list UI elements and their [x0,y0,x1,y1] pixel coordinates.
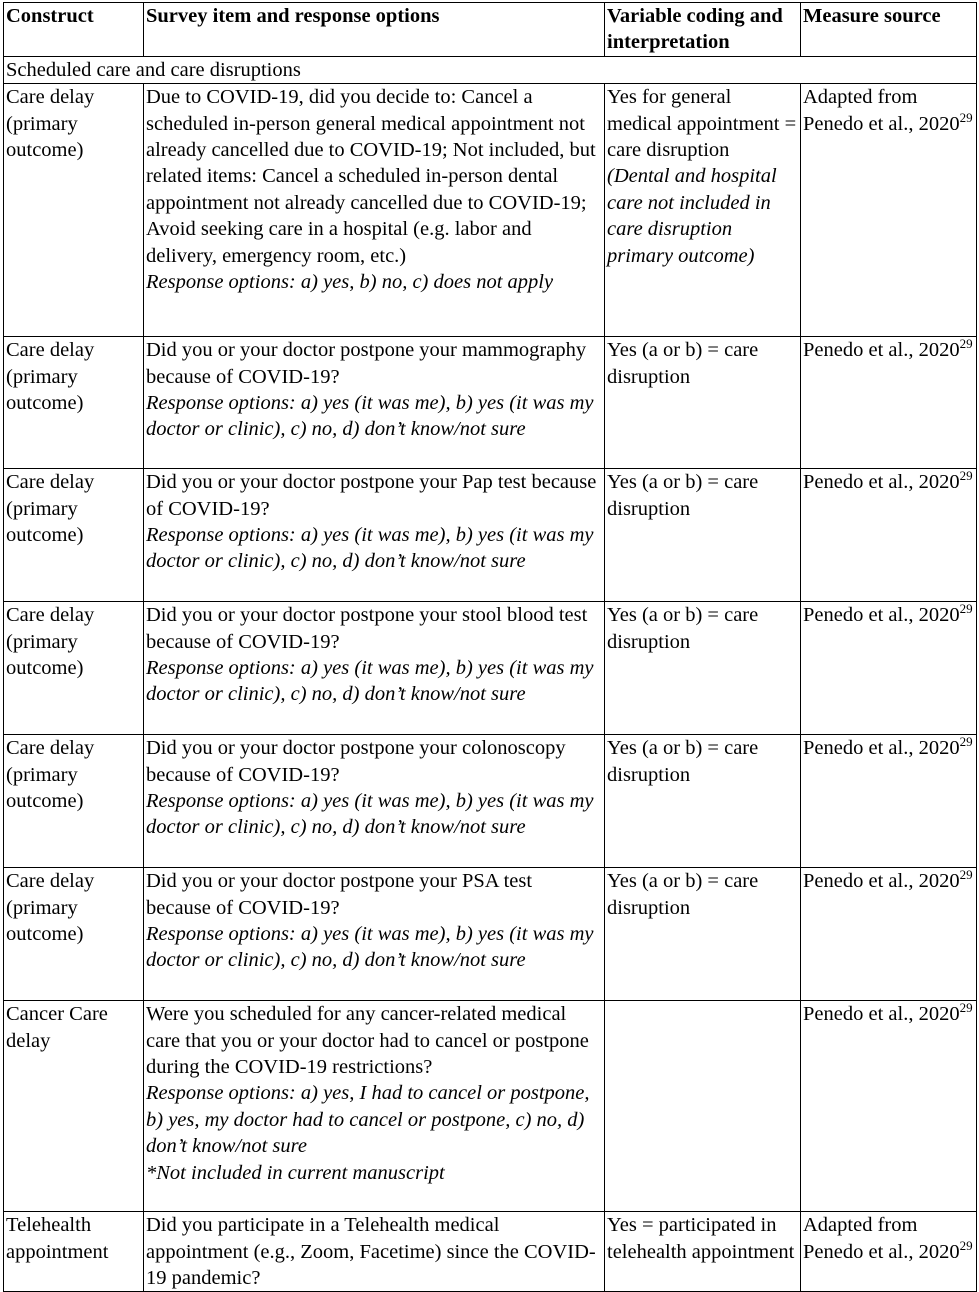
response-options: Response options: a) yes (it was me), b) yes (it was my doctor or clinic), c) no, d) don’t know/not sure [146,790,594,839]
variable-coding-cell [605,602,801,735]
survey-item-cell [144,1001,605,1212]
item-note: *Not included in current manuscript [146,1161,445,1184]
reference-number: 29 [959,468,973,484]
survey-question: Did you or your doctor postpone your colonoscopy because of COVID-19? [146,737,566,786]
measure-source-cell [801,469,977,602]
section-row [4,56,977,83]
measure-source-cell [801,337,977,469]
variable-coding-cell [605,868,801,1001]
table-row [4,1001,977,1212]
source-citation: Adapted from Penedo et al., 2020 [803,86,960,135]
header-measure-source: Measure source [801,3,977,57]
reference-number: 29 [959,1000,973,1016]
survey-question: Were you scheduled for any cancer-related medical care that you or your doctor had to cancel or postpone during the COVID-19 restrictions? [146,1003,589,1079]
source-citation: Penedo et al., 2020 [803,339,960,362]
measure-source-cell [801,84,977,337]
response-options: Response options: a) yes (it was me), b) yes (it was my doctor or clinic), c) no, d) don’t know/not sure [146,524,594,573]
variable-coding-cell [605,469,801,602]
construct-cell: Telehealth appointment [4,1212,144,1292]
reference-number: 29 [959,867,973,883]
variable-coding-cell [605,735,801,868]
variable-coding-cell [605,337,801,469]
response-options: Response options: a) yes (it was me), b) yes (it was my doctor or clinic), c) no, d) don’t know/not sure [146,657,594,706]
measure-source-cell [801,868,977,1001]
reference-number: 29 [959,734,973,750]
survey-question: Did you or your doctor postpone your mammography because of COVID-19? [146,339,587,388]
response-options: Response options: a) yes, I had to cancel or postpone, b) yes, my doctor had to cancel or postpone, c) no, d) don’t know/not sure [146,1082,590,1158]
reference-number: 29 [959,1237,973,1253]
measure-source-cell [801,735,977,868]
source-citation: Penedo et al., 2020 [803,870,960,893]
coding-text: Yes (a or b) = care disruption [607,471,759,520]
survey-item-cell [144,735,605,868]
survey-question: Did you participate in a Telehealth medical appointment (e.g., Zoom, Facetime) since the COVID-19 pandemic? [146,1214,596,1290]
table-row [4,337,977,469]
survey-measures-table [3,2,977,1292]
header-construct: Construct [4,3,144,57]
header-row [4,3,977,57]
table-row [4,602,977,735]
measure-source-cell [801,1001,977,1212]
table-row [4,868,977,1001]
coding-text: Yes (a or b) = care disruption [607,339,759,388]
survey-item-cell [144,868,605,1001]
survey-item-cell [144,337,605,469]
construct-cell: Care delay (primary outcome) [4,868,144,1001]
response-options: Response options: a) yes (it was me), b) yes (it was my doctor or clinic), c) no, d) don’t know/not sure [146,392,594,441]
header-variable-coding: Variable coding and interpretation [605,3,801,57]
construct-cell: Care delay (primary outcome) [4,337,144,469]
survey-question: Did you or your doctor postpone your stool blood test because of COVID-19? [146,604,588,653]
construct-cell: Care delay (primary outcome) [4,735,144,868]
survey-question: Did you or your doctor postpone your PSA test because of COVID-19? [146,870,533,919]
survey-item-cell [144,469,605,602]
source-citation: Penedo et al., 2020 [803,1003,960,1026]
construct-cell: Cancer Care delay [4,1001,144,1212]
measure-source-cell [801,602,977,735]
reference-number: 29 [959,336,973,352]
survey-item-cell [144,602,605,735]
construct-cell: Care delay (primary outcome) [4,469,144,602]
source-citation: Adapted from Penedo et al., 2020 [803,1214,960,1263]
source-citation: Penedo et al., 2020 [803,604,960,627]
survey-question: Did you or your doctor postpone your Pap test because of COVID-19? [146,471,597,520]
source-citation: Penedo et al., 2020 [803,737,960,760]
header-survey-item: Survey item and response options [144,3,605,57]
reference-number: 29 [959,601,973,617]
survey-question: Due to COVID-19, did you decide to: Cancel a scheduled in-person general medical appointment not already cancelled due to COVID-19; Not included, but related items: Cancel a scheduled in-person dental appointment not already cancelled due to COVID-19; Avoid seeking care in a hospital (e.g. labor and delivery, emergency room, etc.) [146,86,596,267]
reference-number: 29 [959,109,973,125]
coding-text: Yes = participated in telehealth appointment [607,1214,795,1263]
table-row [4,84,977,337]
coding-text: Yes for general medical appointment = care disruption [607,86,797,162]
construct-cell: Care delay (primary outcome) [4,602,144,735]
response-options: Response options: a) yes (it was me), b) yes (it was my doctor or clinic), c) no, d) don’t know/not sure [146,923,594,972]
source-citation: Penedo et al., 2020 [803,471,960,494]
construct-cell: Care delay (primary outcome) [4,84,144,337]
response-options: Response options: a) yes, b) no, c) does not apply [146,271,554,294]
table-row [4,469,977,602]
coding-text: Yes (a or b) = care disruption [607,870,759,919]
variable-coding-cell [605,1001,801,1212]
variable-coding-cell [605,84,801,337]
coding-note: (Dental and hospital care not included in care disruption primary outcome) [607,165,777,267]
coding-text: Yes (a or b) = care disruption [607,737,759,786]
coding-text: Yes (a or b) = care disruption [607,604,759,653]
survey-item-cell [144,84,605,337]
table-row [4,735,977,868]
section-title: Scheduled care and care disruptions [4,56,977,83]
